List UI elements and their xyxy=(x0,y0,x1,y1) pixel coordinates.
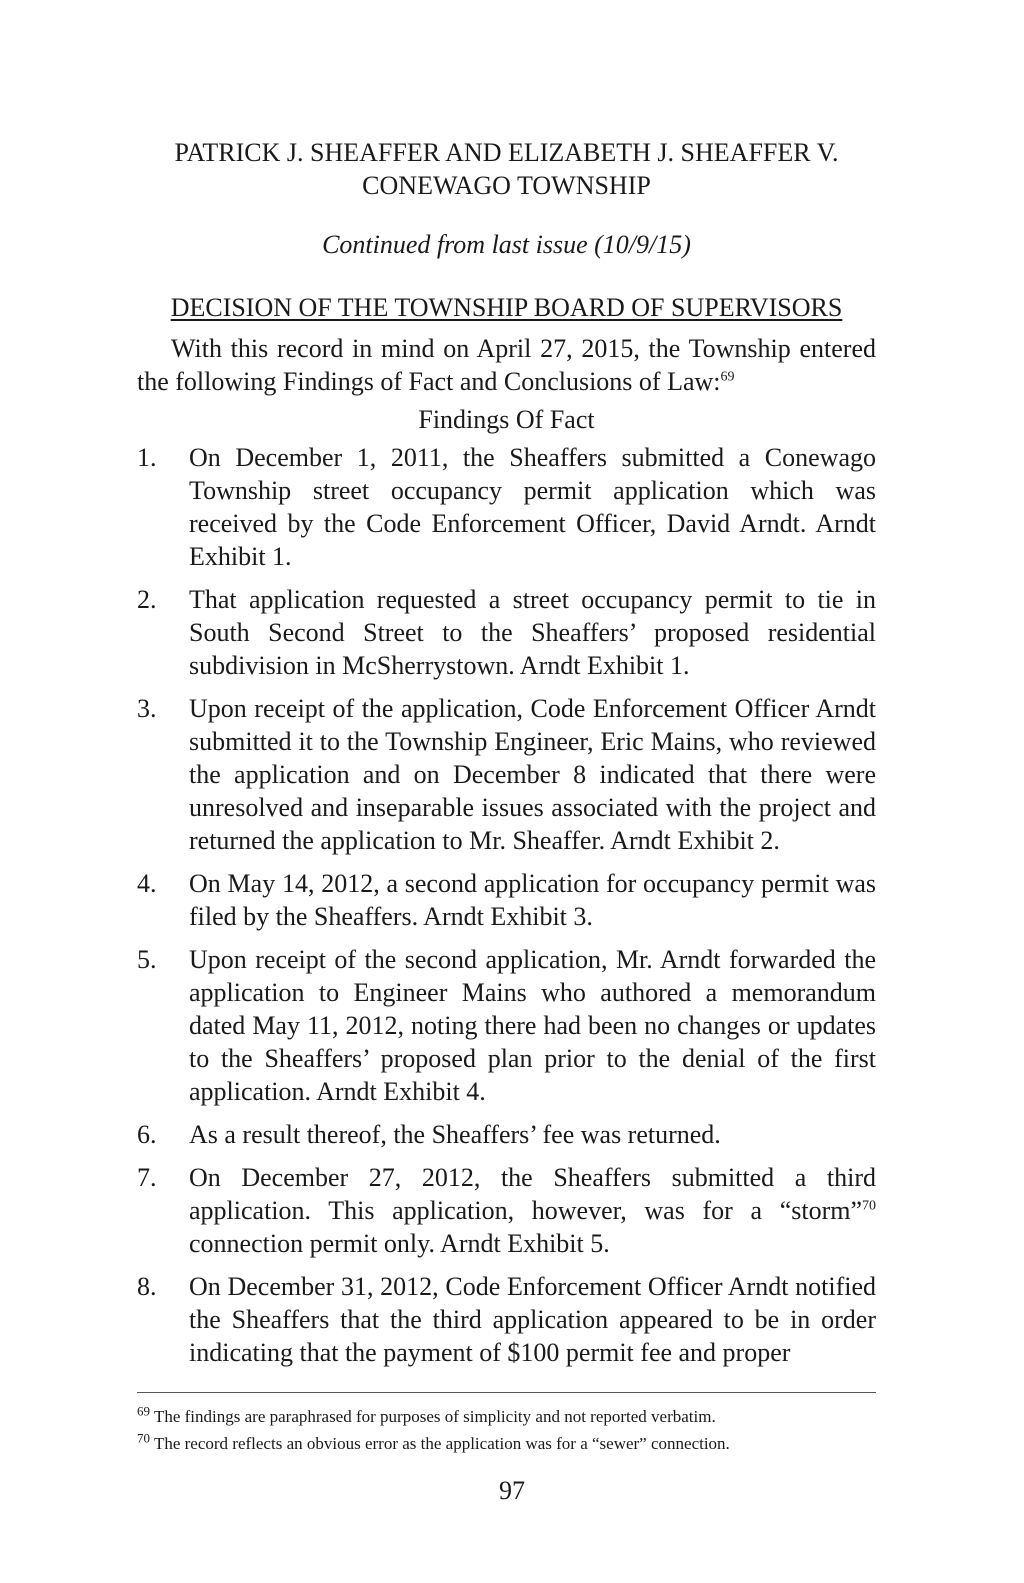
case-title-line2: CONEWAGO TOWNSHIP xyxy=(362,171,651,200)
footnote-text: The record reflects an obvious error as the application was for a “sewer” connection. xyxy=(153,1434,730,1453)
page-number: 97 xyxy=(499,1476,525,1505)
finding-number: 6. xyxy=(137,1120,157,1149)
footnotes xyxy=(137,1403,876,1457)
finding-number: 3. xyxy=(137,694,157,723)
finding-number: 8. xyxy=(137,1272,157,1301)
footnote-marker: 70 xyxy=(137,1430,150,1446)
finding-text: On May 14, 2012, a second application for occupancy permit was filed by the Sheaffers. Arndt Exhibit 3. xyxy=(189,869,876,931)
finding-item xyxy=(137,583,876,682)
footnote-ref-70[interactable]: 70 xyxy=(862,1198,876,1214)
finding-number: 5. xyxy=(137,945,157,974)
finding-text: Upon receipt of the second application, Mr. Arndt forwarded the application to Engineer Mains who authored a memorandum dated May 11, 2012, noting there had been no changes or updates to the Sheaffers’ proposed plan prior to the denial of the first application. Arndt Exhibit 4. xyxy=(189,945,876,1106)
footnote-ref-69[interactable]: 69 xyxy=(720,369,735,385)
footnote-69 xyxy=(137,1403,876,1430)
finding-item xyxy=(137,1118,876,1151)
finding-item xyxy=(137,867,876,933)
footnote-text: The findings are paraphrased for purposes of simplicity and not reported verbatim. xyxy=(153,1407,716,1426)
finding7-text-after: connection permit only. Arndt Exhibit 5. xyxy=(189,1229,610,1258)
intro-text: With this record in mind on April 27, 2015, the Township entered the following Findings of Fact and Conclusions of Law: xyxy=(137,334,876,396)
finding-text: On December 31, 2012, Code Enforcement Officer Arndt notified the Sheaffers that the third application appeared to be in order indicating that the payment of $100 permit fee and proper xyxy=(189,1272,876,1367)
finding-item xyxy=(137,1270,876,1369)
section-heading: DECISION OF THE TOWNSHIP BOARD OF SUPERVISORS xyxy=(170,293,843,322)
finding-text: That application requested a street occupancy permit to tie in South Second Street to the Sheaffers’ proposed residential subdivision in McSherrystown. Arndt Exhibit 1. xyxy=(189,585,876,680)
finding-item xyxy=(137,943,876,1108)
intro-paragraph xyxy=(137,332,876,398)
finding7-text-before: On December 27, 2012, the Sheaffers submitted a third application. This application, however, was for a “storm” xyxy=(189,1163,876,1225)
finding-text: Upon receipt of the application, Code Enforcement Officer Arndt submitted it to the Township Engineer, Eric Mains, who reviewed the application and on December 8 indicated that there were unresolved and inseparable issues associated with the project and returned the application to Mr. Sheaffer. Arndt Exhibit 2. xyxy=(189,694,876,855)
findings-heading: Findings Of Fact xyxy=(418,405,595,434)
finding-text xyxy=(189,1161,876,1260)
finding-number: 1. xyxy=(137,443,157,472)
case-title xyxy=(137,136,876,202)
finding-text: On December 1, 2011, the Sheaffers submitted a Conewago Township street occupancy permit application which was received by the Code Enforcement Officer, David Arndt. Arndt Exhibit 1. xyxy=(189,443,876,571)
footnote-marker: 69 xyxy=(137,1403,150,1419)
continued-note: Continued from last issue (10/9/15) xyxy=(322,230,691,259)
finding-text: As a result thereof, the Sheaffers’ fee was returned. xyxy=(189,1120,721,1149)
case-title-line1: PATRICK J. SHEAFFER AND ELIZABETH J. SHEAFFER V. xyxy=(174,138,839,167)
findings-list xyxy=(137,441,876,1369)
footnote-divider xyxy=(137,1392,876,1393)
finding-item xyxy=(137,692,876,857)
footnote-70 xyxy=(137,1430,876,1457)
finding-number: 7. xyxy=(137,1163,157,1192)
finding-number: 4. xyxy=(137,869,157,898)
finding-item xyxy=(137,1161,876,1260)
finding-item xyxy=(137,441,876,573)
page-body xyxy=(137,136,876,1379)
finding-number: 2. xyxy=(137,585,157,614)
